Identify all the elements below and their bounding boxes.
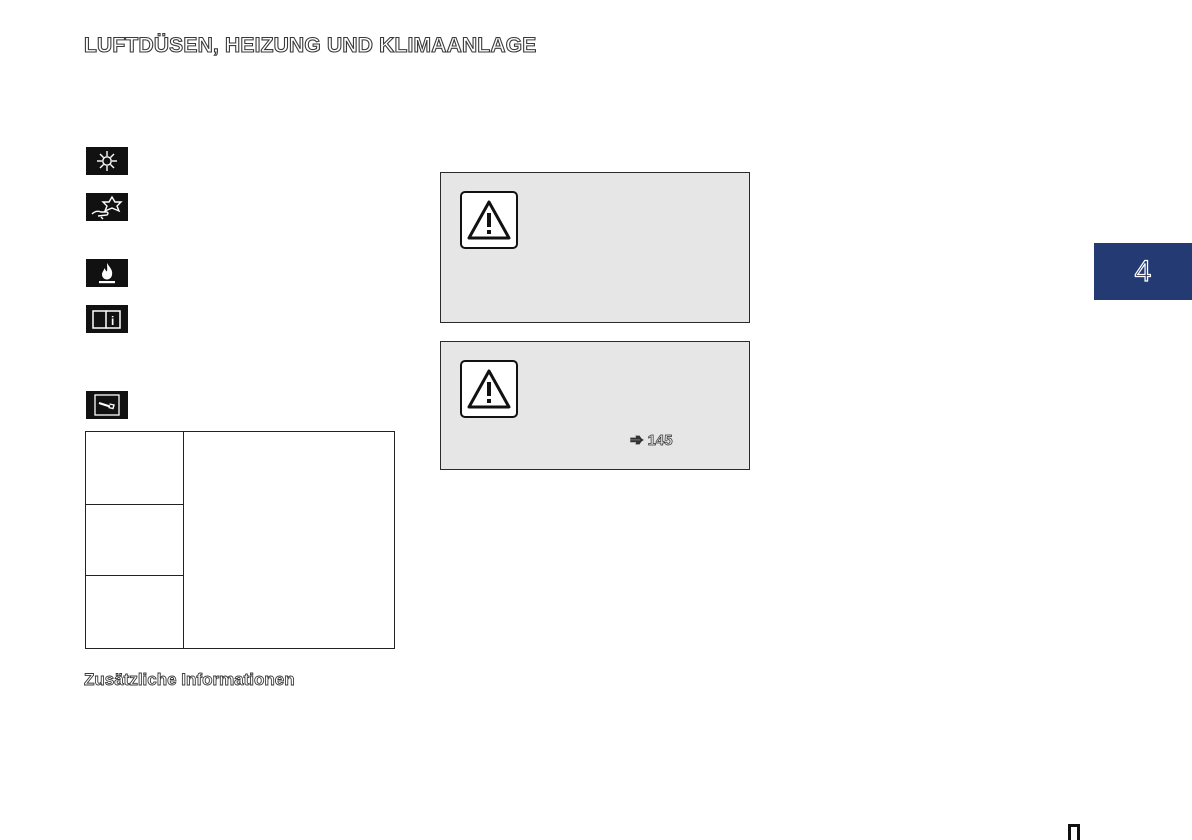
hand-sun-icon: [86, 193, 128, 221]
page-reference-link[interactable]: [630, 430, 673, 450]
warning-box: [440, 341, 750, 470]
snowflake-sun-icon: [86, 147, 128, 175]
svg-text:i: i: [111, 314, 115, 328]
chapter-number: 4: [1134, 254, 1152, 288]
warning-triangle-icon: [460, 191, 518, 249]
info-grid: [85, 431, 395, 649]
flame-icon: [86, 259, 128, 287]
warning-triangle-icon: [460, 360, 518, 418]
section-subheading: Zusätzliche Informationen: [84, 670, 295, 689]
reference-page-number: 145: [647, 432, 673, 449]
page-corner-mark: [1068, 824, 1080, 840]
book-info-icon: [86, 305, 128, 333]
arrow-icon: ➾: [630, 432, 644, 449]
page-title: LUFTDÜSEN, HEIZUNG UND KLIMAANLAGE: [84, 34, 537, 57]
chapter-tab[interactable]: [1094, 243, 1192, 300]
wrench-icon: [86, 391, 128, 419]
warning-box: [440, 172, 750, 323]
